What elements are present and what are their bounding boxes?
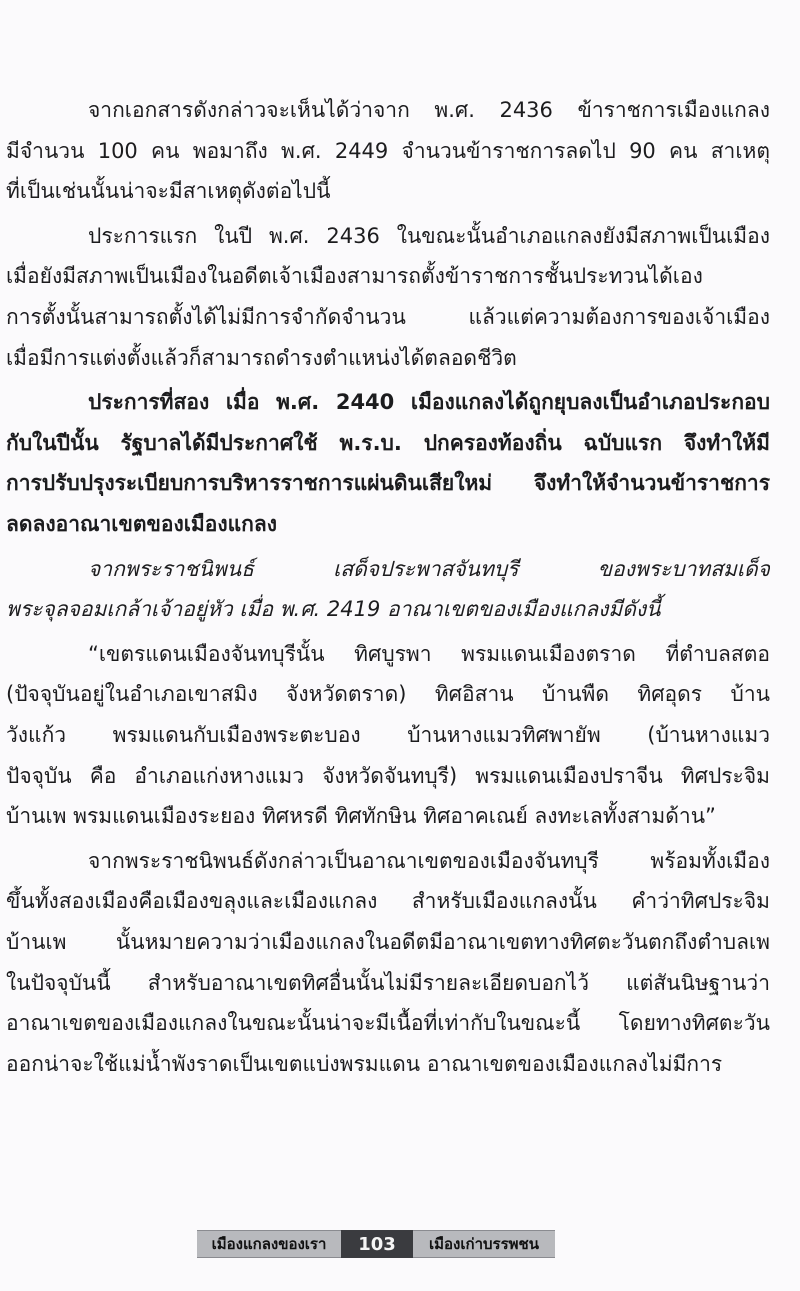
paragraph-line: จากเอกสารดังกล่าวจะเห็นได้ว่าจาก พ.ศ. 2436 ข้าราชการเมืองแกลง [88, 98, 770, 122]
paragraph-line: จากพระราชนิพนธ์ เสด็จประพาสจันทบุรี ของพระบาทสมเด็จ [88, 556, 770, 581]
page-number: 103 [341, 1230, 413, 1258]
paragraph-line: วังแก้ว พรมแดนกับเมืองพระตะบอง บ้านหางแมวทิศพายัพ (บ้านหางแมว [6, 723, 770, 747]
paragraph-line: (ปัจจุบันอยู่ในอำเภอเขาสมิง จังหวัดตราด) ทิศอิสาน บ้านพืด ทิศอุดร บ้าน [6, 682, 770, 707]
paragraph-line: เมื่อยังมีสภาพเป็นเมืองในอดีตเจ้าเมืองสามารถตั้งข้าราชการชั้นประทวนได้เอง [6, 264, 703, 289]
paragraph-line: ในปัจจุบันนี้ สำหรับอาณาเขตทิศอื่นนั้นไม่มีรายละเอียดบอกไว้ แต่สันนิษฐานว่า [6, 970, 770, 995]
paragraph-line: การตั้งนั้นสามารถตั้งได้ไม่มีการจำกัดจำนวน แล้วแต่ความต้องการของเจ้าเมือง [6, 305, 770, 329]
paragraph-line: “เขตรแดนเมืองจันทบุรีนั้น ทิศบูรพา พรมแดนเมืองตราด ที่ตำบลสตอ [88, 641, 770, 666]
paragraph-line: กับในปีนั้น รัฐบาลได้มีประกาศใช้ พ.ร.บ. ปกครองท้องถิ่น ฉบับแรก จึงทำให้มี [6, 430, 770, 455]
paragraph-line: ขึ้นทั้งสองเมืองคือเมืองขลุงและเมืองแกลง สำหรับเมืองแกลงนั้น คำว่าทิศประจิม [6, 889, 770, 914]
paragraph-line: การปรับปรุงระเบียบการบริหารราชการแผ่นดินเสียใหม่ จึงทำให้จำนวนข้าราชการ [6, 471, 770, 496]
paragraph-line: ประการแรก ในปี พ.ศ. 2436 ในขณะนั้นอำเภอแกลงยังมีสภาพเป็นเมือง [88, 223, 770, 248]
paragraph-line: ปัจจุบัน คือ อำเภอแก่งหางแมว จังหวัดจันทบุรี) พรมแดนเมืองปราจีน ทิศประจิม [6, 763, 770, 788]
paragraph-line: ออกน่าจะใช้แม่น้ำพังราดเป็นเขตแบ่งพรมแดน อาณาเขตของเมืองแกลงไม่มีการ [6, 1051, 723, 1076]
paragraph-line: ประการที่สอง เมื่อ พ.ศ. 2440 เมืองแกลงได้ถูกยุบลงเป็นอำเภอประกอบ [88, 390, 770, 415]
paragraph-line: บ้านเพ นั้นหมายความว่าเมืองแกลงในอดีตมีอาณาเขตทางทิศตะวันตกถึงตำบลเพ [6, 930, 770, 954]
paragraph-line: อาณาเขตของเมืองแกลงในขณะนั้นน่าจะมีเนื้อที่เท่ากับในขณะนี้ โดยทางทิศตะวัน [6, 1011, 770, 1036]
paragraph-line: ลดลงอาณาเขตของเมืองแกลง [6, 512, 277, 536]
paragraph-line: จากพระราชนิพนธ์ดังกล่าวเป็นอาณาเขตของเมืองจันทบุรี พร้อมทั้งเมือง [88, 848, 770, 873]
footer-section-title: เมืองเก่าบรรพชน [413, 1230, 555, 1258]
paragraph-line: เมื่อมีการแต่งตั้งแล้วก็สามารถดำรงตำแหน่งได้ตลอดชีวิต [6, 345, 517, 370]
paragraph-line: พระจุลจอมเกล้าเจ้าอยู่หัว เมื่อ พ.ศ. 2419 อาณาเขตของเมืองแกลงมีดังนี้ [6, 597, 661, 622]
paragraph-line: บ้านเพ พรมแดนเมืองระยอง ทิศหรดี ทิศทักษิน ทิศอาคเณย์ ลงทะเลทั้งสามด้าน” [6, 804, 716, 829]
page-footer [197, 1230, 555, 1258]
paragraph-line: ที่เป็นเช่นนั้นน่าจะมีสาเหตุดังต่อไปนี้ [6, 179, 331, 204]
paragraph-line: มีจำนวน 100 คน พอมาถึง พ.ศ. 2449 จำนวนข้าราชการลดไป 90 คน สาเหตุ [6, 138, 770, 163]
footer-book-title: เมืองแกลงของเรา [197, 1230, 341, 1258]
